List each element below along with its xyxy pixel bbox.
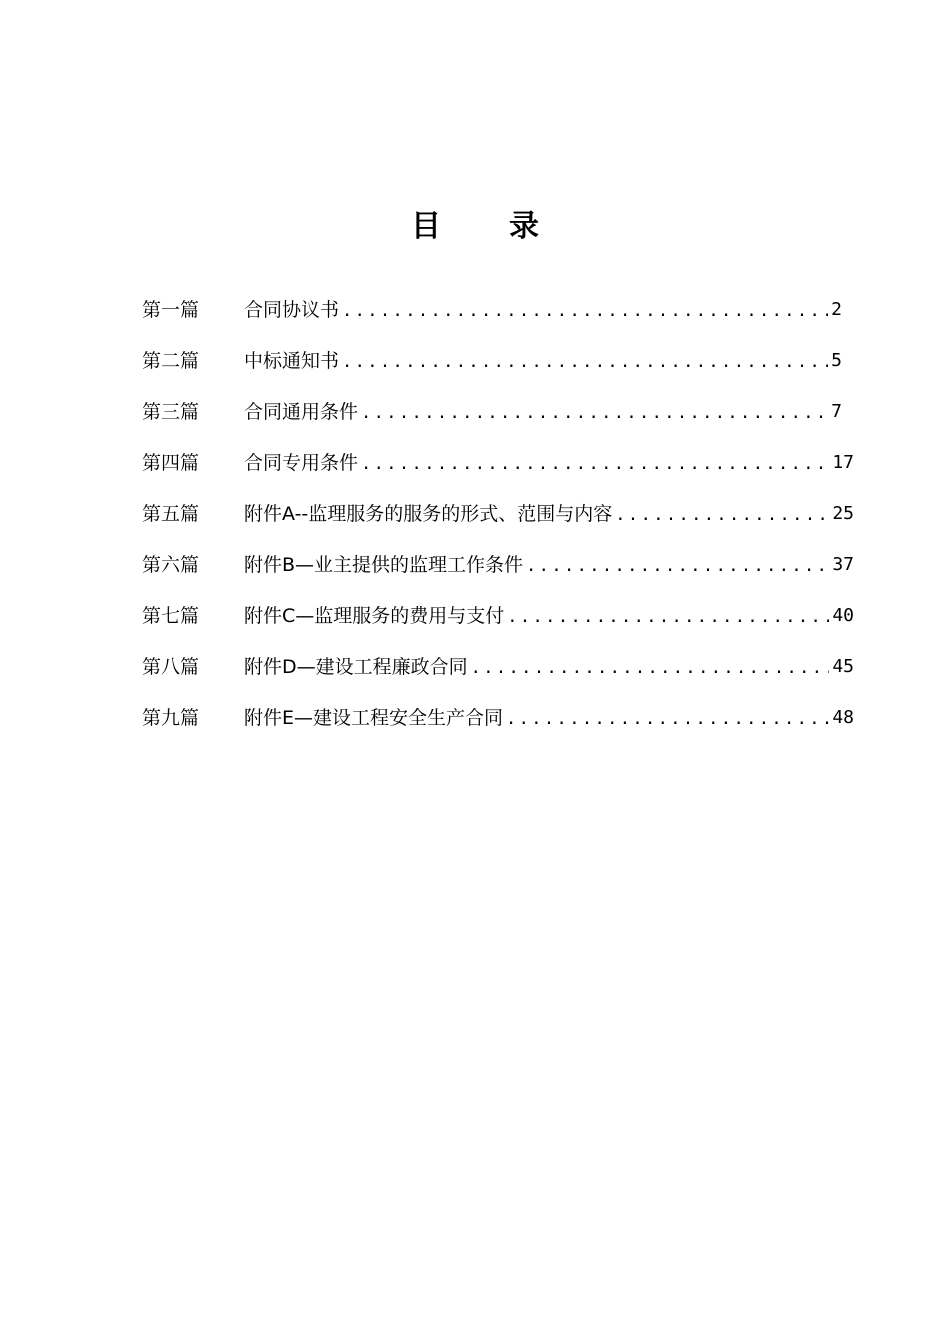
toc-entry-title: 附件B—业主提供的监理工作条件 — [244, 553, 524, 576]
toc-entry[interactable] — [142, 539, 854, 590]
toc-entry-page: 5 — [831, 349, 842, 371]
toc-title-char: 目 — [411, 209, 441, 244]
toc-entry-part: 第五篇 — [142, 502, 200, 525]
toc-entry[interactable] — [142, 386, 854, 437]
toc-list — [142, 284, 854, 743]
toc-title — [0, 205, 950, 249]
toc-entry[interactable] — [142, 335, 854, 386]
toc-dot-leader — [361, 394, 828, 430]
toc-entry-part: 第三篇 — [142, 400, 200, 423]
toc-dot-leader — [342, 292, 828, 328]
toc-entry-part: 第七篇 — [142, 604, 200, 627]
toc-entry[interactable] — [142, 284, 854, 335]
toc-entry[interactable] — [142, 488, 854, 539]
toc-entry[interactable] — [142, 590, 854, 641]
toc-entry-page: 45 — [832, 655, 854, 677]
toc-entry-page: 7 — [831, 400, 842, 422]
toc-entry-title: 附件A--监理服务的服务的形式、范围与内容 — [244, 502, 613, 525]
toc-entry-part: 第四篇 — [142, 451, 200, 474]
toc-entry-part: 第二篇 — [142, 349, 200, 372]
toc-entry[interactable] — [142, 692, 854, 743]
toc-entry-part: 第六篇 — [142, 553, 200, 576]
toc-entry-page: 48 — [832, 706, 854, 728]
toc-dot-leader — [615, 496, 829, 532]
toc-entry-title: 合同通用条件 — [244, 400, 359, 423]
toc-entry-title: 附件E—建设工程安全生产合同 — [244, 706, 504, 729]
toc-dot-leader — [342, 343, 828, 379]
toc-entry-part: 第一篇 — [142, 298, 200, 321]
toc-entry-title: 附件D—建设工程廉政合同 — [244, 655, 468, 678]
toc-dot-leader — [471, 649, 830, 685]
toc-entry-page: 17 — [832, 451, 854, 473]
toc-entry-part: 第九篇 — [142, 706, 200, 729]
toc-entry-title: 合同专用条件 — [244, 451, 359, 474]
toc-dot-leader — [526, 547, 829, 583]
toc-entry-title: 中标通知书 — [244, 349, 340, 372]
toc-dot-leader — [361, 445, 829, 481]
toc-entry-page: 25 — [832, 502, 854, 524]
toc-entry-title: 附件C—监理服务的费用与支付 — [244, 604, 505, 627]
toc-entry-page: 37 — [832, 553, 854, 575]
toc-entry-part: 第八篇 — [142, 655, 200, 678]
toc-dot-leader — [506, 700, 829, 736]
toc-entry-page: 40 — [832, 604, 854, 626]
toc-title-char: 录 — [509, 209, 539, 244]
toc-entry[interactable] — [142, 437, 854, 488]
toc-entry[interactable] — [142, 641, 854, 692]
toc-entry-page: 2 — [831, 298, 842, 320]
toc-entry-title: 合同协议书 — [244, 298, 340, 321]
toc-dot-leader — [507, 598, 829, 634]
